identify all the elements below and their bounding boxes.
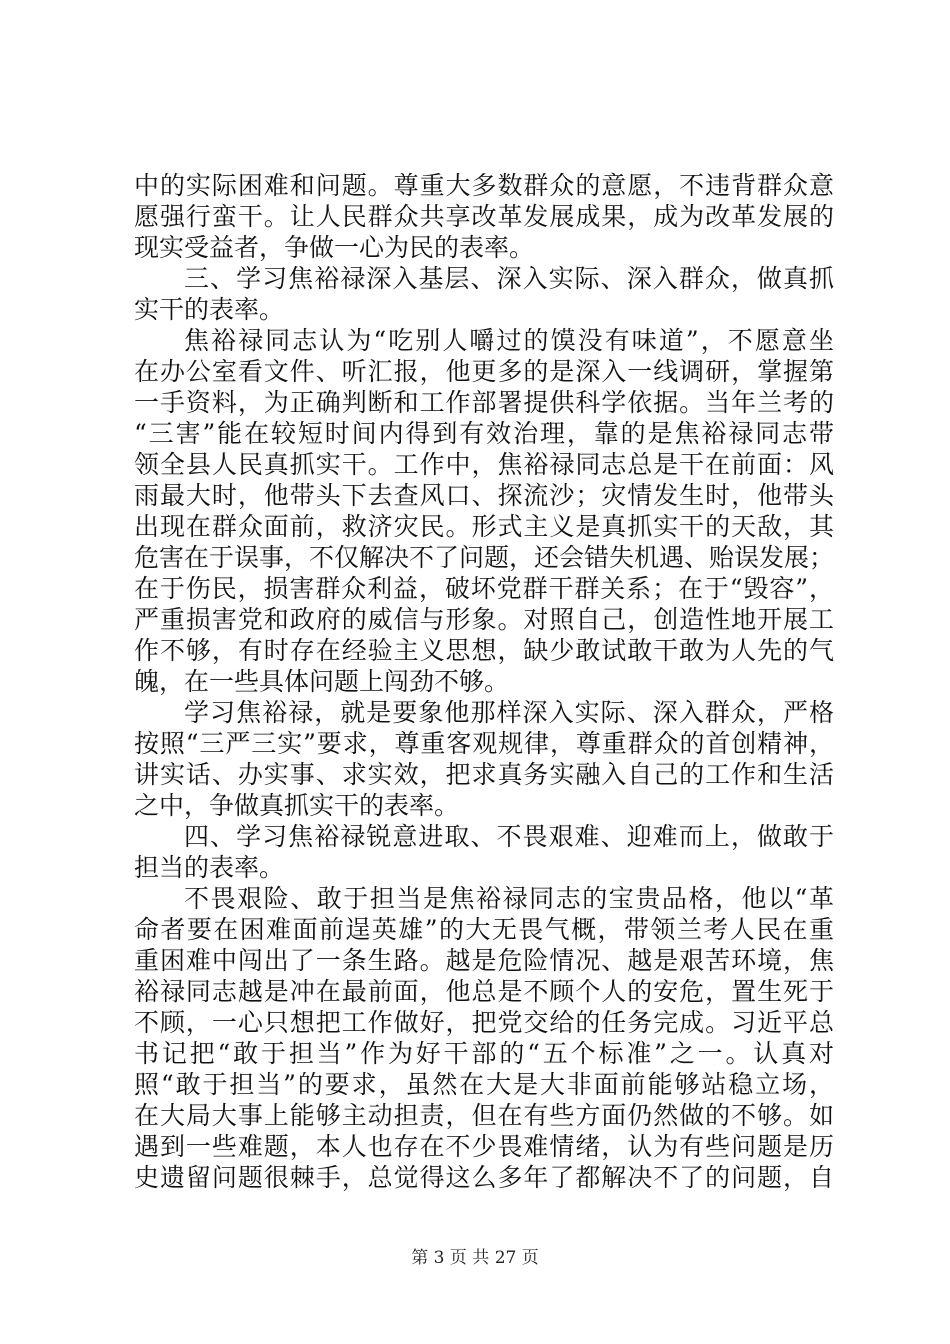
text-line: 现实受益者，争做一心为民的表率。 (134, 233, 535, 262)
text-line: 雨最大时，他带头下去查风口、探流沙；灾情发生时，他带头 (134, 481, 834, 510)
text-line: “三害”能在较短时间内得到有效治理，靠的是焦裕禄同志带 (134, 419, 834, 448)
text-line: 命者要在困难面前逞英雄”的大无畏气概，带领兰考人民在重 (134, 915, 834, 944)
text-line: 愿强行蛮干。让人民群众共享改革发展成果，成为改革发展的 (134, 202, 834, 231)
text-line: 担当的表率。 (134, 853, 285, 882)
text-line: 学习焦裕禄，就是要象他那样深入实际、深入群众，严格 (184, 698, 834, 727)
text-line: 史遗留问题很棘手，总觉得这么多年了都解决不了的问题，自 (134, 1163, 834, 1192)
text-line: 在于伤民，损害群众利益，破坏党群干群关系；在于“毁容”， (134, 574, 834, 603)
text-line: 一手资料，为正确判断和工作部署提供科学依据。当年兰考的 (134, 388, 834, 417)
text-line: 出现在群众面前，救济灾民。形式主义是真抓实干的天敌，其 (134, 512, 834, 541)
text-line: 危害在于误事，不仅解决不了问题，还会错失机遇、贻误发展； (134, 543, 835, 572)
text-line: 严重损害党和政府的威信与形象。对照自己，创造性地开展工 (134, 605, 834, 634)
text-line: 在大局大事上能够主动担责，但在有些方面仍然做的不够。如 (134, 1101, 834, 1130)
document-body (134, 170, 834, 1193)
text-line: 焦裕禄同志认为“吃别人嚼过的馍没有味道”，不愿意坐 (184, 326, 834, 355)
text-line: 三、学习焦裕禄深入基层、深入实际、深入群众，做真抓 (184, 264, 834, 293)
text-line: 四、学习焦裕禄锐意进取、不畏艰难、迎难而上，做敢于 (184, 822, 834, 851)
text-line: 不畏艰险、敢于担当是焦裕禄同志的宝贵品格，他以“革 (184, 884, 834, 913)
text-line: 领全县人民真抓实干。工作中，焦裕禄同志总是干在前面：风 (134, 450, 834, 479)
text-line: 在办公室看文件、听汇报，他更多的是深入一线调研，掌握第 (134, 357, 834, 386)
text-line: 照“敢于担当”的要求，虽然在大是大非面前能够站稳立场， (134, 1070, 834, 1099)
page-footer: 第 3 页 共 27 页 (411, 1248, 539, 1268)
text-line: 遇到一些难题，本人也存在不少畏难情绪，认为有些问题是历 (134, 1132, 834, 1161)
text-line: 实干的表率。 (134, 295, 285, 324)
text-line: 裕禄同志越是冲在最前面，他总是不顾个人的安危，置生死于 (134, 977, 834, 1006)
text-line: 之中，争做真抓实干的表率。 (134, 791, 460, 820)
text-line: 魄，在一些具体问题上闯劲不够。 (134, 667, 510, 696)
text-line: 不顾，一心只想把工作做好，把党交给的任务完成。习近平总 (134, 1008, 834, 1037)
text-line: 作不够，有时存在经验主义思想，缺少敢试敢干敢为人先的气 (134, 636, 834, 665)
text-line: 讲实话、办实事、求实效，把求真务实融入自己的工作和生活 (134, 760, 834, 789)
text-line: 按照“三严三实”要求，尊重客观规律，尊重群众的首创精神， (134, 729, 834, 758)
text-line: 重困难中闯出了一条生路。越是危险情况、越是艰苦环境，焦 (134, 946, 834, 975)
text-line: 书记把“敢于担当”作为好干部的“五个标准”之一。认真对 (134, 1039, 834, 1068)
text-line: 中的实际困难和问题。尊重大多数群众的意愿，不违背群众意 (134, 171, 834, 200)
